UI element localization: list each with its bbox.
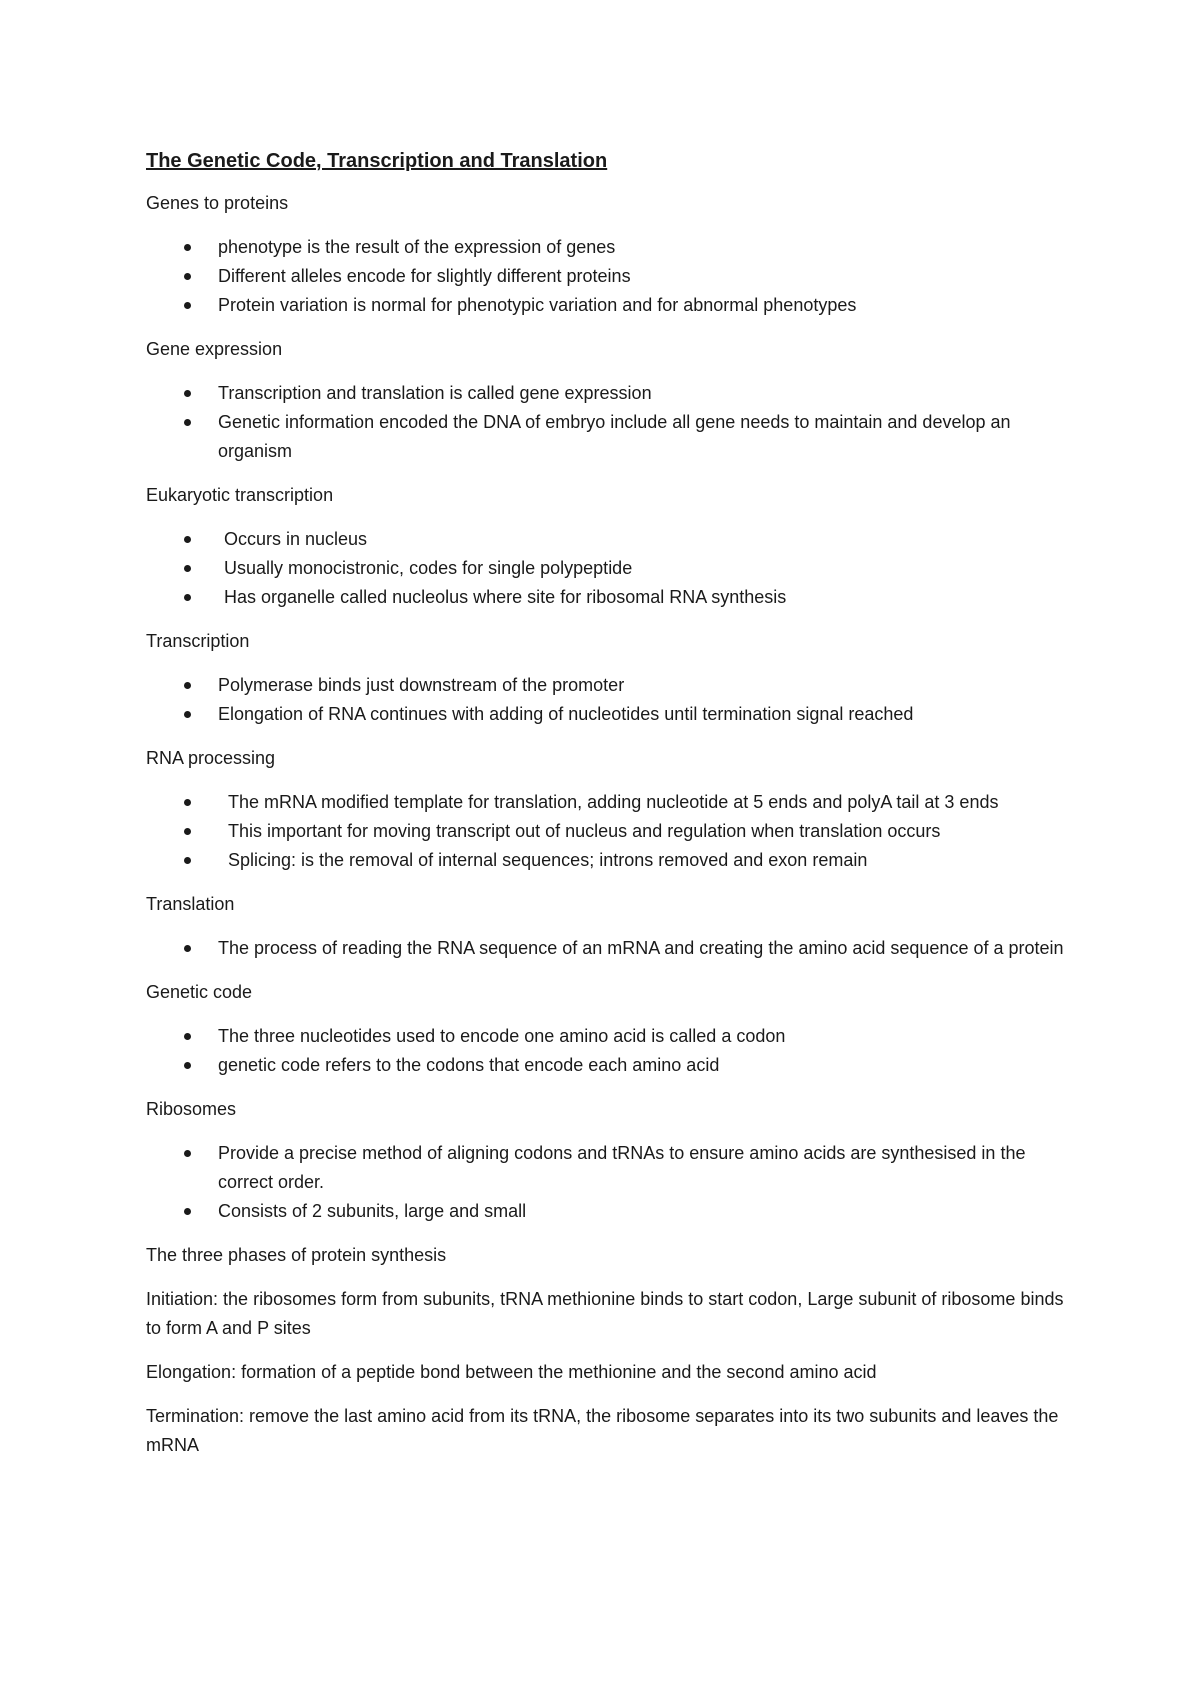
list-item: The process of reading the RNA sequence of an mRNA and creating the amino acid sequence of a protein — [146, 934, 1066, 963]
section-heading-phases: The three phases of protein synthesis — [146, 1245, 447, 1265]
list-item: phenotype is the result of the expression of genes — [146, 233, 1066, 262]
list-item: Provide a precise method of aligning codons and tRNAs to ensure amino acids are synthesised in the correct order. — [146, 1139, 1066, 1197]
list-item: genetic code refers to the codons that encode each amino acid — [146, 1051, 1066, 1080]
list-item: Polymerase binds just downstream of the promoter — [146, 671, 1066, 700]
section-heading-genes-to-proteins: Genes to proteins — [146, 193, 289, 213]
bullet-list-transcription — [146, 671, 1066, 729]
paragraph-elongation: Elongation: formation of a peptide bond between the methionine and the second amino acid — [146, 1362, 877, 1382]
section-heading-genetic-code: Genetic code — [146, 982, 253, 1002]
document-body — [146, 146, 1066, 1475]
list-item: Different alleles encode for slightly different proteins — [146, 262, 1066, 291]
list-item: Protein variation is normal for phenotypic variation and for abnormal phenotypes — [146, 291, 1066, 320]
list-item: Splicing: is the removal of internal sequences; introns removed and exon remain — [146, 846, 1066, 875]
bullet-list-genetic-code — [146, 1022, 1066, 1080]
bullet-list-gene-expression — [146, 379, 1066, 466]
page-title: The Genetic Code, Transcription and Translation — [146, 150, 608, 172]
bullet-list-ribosomes — [146, 1139, 1066, 1226]
section-heading-rna-processing: RNA processing — [146, 748, 276, 768]
list-item: Consists of 2 subunits, large and small — [146, 1197, 1066, 1226]
list-item: Usually monocistronic, codes for single polypeptide — [146, 554, 1066, 583]
list-item: The mRNA modified template for translation, adding nucleotide at 5 ends and polyA tail at 3 ends — [146, 788, 1066, 817]
list-item: Elongation of RNA continues with adding of nucleotides until termination signal reached — [146, 700, 1066, 729]
bullet-list-eukaryotic-transcription — [146, 525, 1066, 612]
paragraph-initiation: Initiation: the ribosomes form from subunits, tRNA methionine binds to start codon, Large subunit of ribosome binds to form A and P sites — [146, 1289, 1064, 1338]
bullet-list-genes-to-proteins — [146, 233, 1066, 320]
bullet-list-rna-processing — [146, 788, 1066, 875]
list-item: Occurs in nucleus — [146, 525, 1066, 554]
list-item: Has organelle called nucleolus where site for ribosomal RNA synthesis — [146, 583, 1066, 612]
section-heading-translation: Translation — [146, 894, 235, 914]
list-item: This important for moving transcript out of nucleus and regulation when translation occurs — [146, 817, 1066, 846]
section-heading-gene-expression: Gene expression — [146, 339, 283, 359]
section-heading-eukaryotic-transcription: Eukaryotic transcription — [146, 485, 334, 505]
list-item: The three nucleotides used to encode one amino acid is called a codon — [146, 1022, 1066, 1051]
section-heading-transcription: Transcription — [146, 631, 250, 651]
paragraph-termination: Termination: remove the last amino acid from its tRNA, the ribosome separates into its two subunits and leaves the mRNA — [146, 1406, 1059, 1455]
list-item: Genetic information encoded the DNA of embryo include all gene needs to maintain and develop an organism — [146, 408, 1066, 466]
bullet-list-translation — [146, 934, 1066, 963]
list-item: Transcription and translation is called gene expression — [146, 379, 1066, 408]
section-heading-ribosomes: Ribosomes — [146, 1099, 237, 1119]
